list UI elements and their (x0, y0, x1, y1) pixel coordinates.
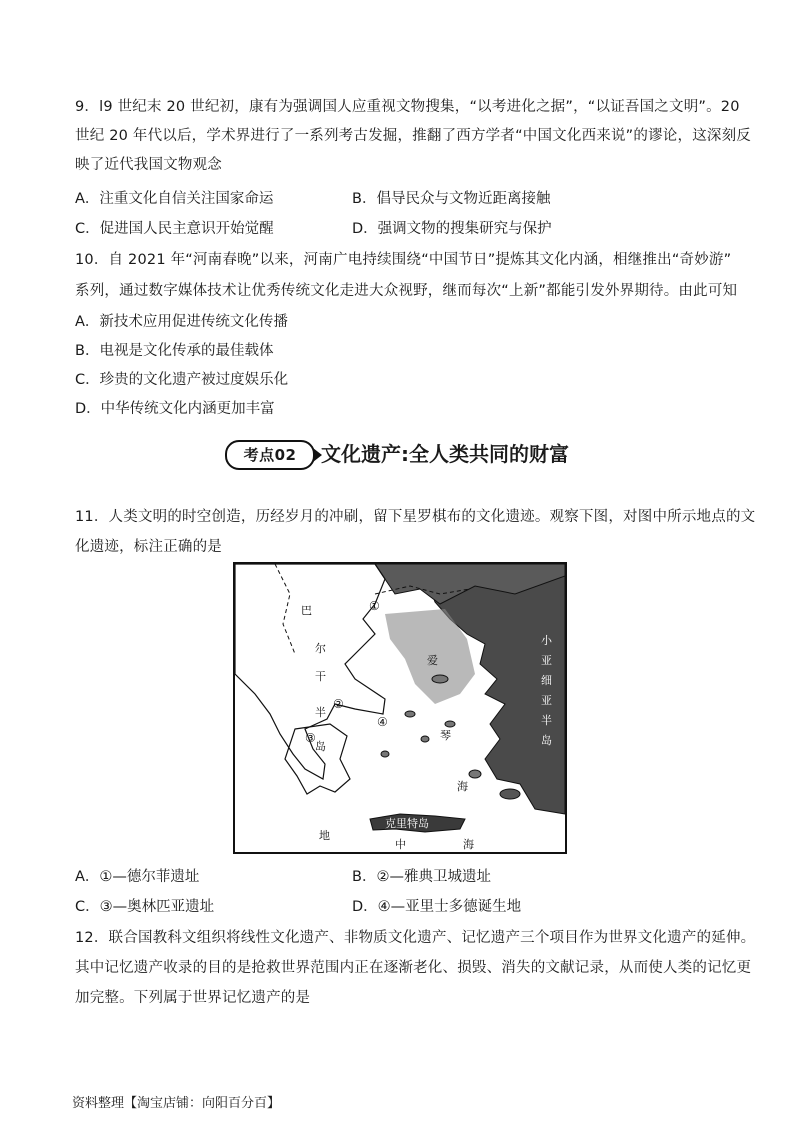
q10-option-a[interactable]: A．新技术应用促进传统文化传播 (75, 314, 288, 330)
map-drawing (235, 564, 565, 852)
q11-line-2: 化遗迹，标注正确的是 (75, 539, 222, 555)
section-title: 文化遗产:全人类共同的财富 (321, 442, 569, 466)
section-badge: 考点02 (225, 440, 315, 470)
q12-line-2: 其中记忆遗产收录的目的是抢救世界范围内正在逐渐老化、损毁、消失的文献记录，从而使人类的记忆更 (75, 960, 752, 976)
q11-option-b[interactable]: B．②—雅典卫城遗址 (352, 869, 491, 885)
q11-option-d[interactable]: D．④—亚里士多德诞生地 (352, 899, 522, 915)
q9-option-c[interactable]: C．促进国人民主意识开始觉醒 (75, 221, 274, 237)
map-label-balkan-1: 巴 (301, 604, 312, 617)
q9-line-1: 9．l9 世纪末 20 世纪初，康有为强调国人应重视文物搜集，“以考进化之据”，“以证吾国之文明”。20 (75, 99, 740, 115)
greece-map (233, 562, 567, 854)
q9-line-2: 世纪 20 年代以后，学术界进行了一系列考古发掘，推翻了西方学者“中国文化西来说”的谬论，这深刻反 (75, 128, 751, 144)
map-label-balkan-3: 干 (315, 670, 326, 683)
island (500, 789, 520, 799)
map-label-aegean-2: 琴 (440, 729, 451, 742)
map-label-crete: 克里特岛 (385, 817, 429, 830)
map-marker-3: ③ (305, 731, 316, 745)
map-label-aegean-3: 海 (457, 780, 468, 793)
map-label-aegean-1: 爱 (427, 654, 438, 667)
map-label-balkan-4: 半 (315, 706, 326, 719)
map-label-asia-1: 小 (541, 634, 552, 647)
q9-option-d[interactable]: D．强调文物的搜集研究与保护 (352, 221, 552, 237)
island (421, 736, 429, 742)
map-marker-2: ② (333, 697, 344, 711)
island (405, 711, 415, 717)
q11-line-1: 11．人类文明的时空创造，历经岁月的冲刷，留下星罗棋布的文化遗迹。观察下图，对图中所示地点的文 (75, 509, 756, 525)
q10-line-2: 系列，通过数字媒体技术让优秀传统文化走进大众视野，继而每次“上新”都能引发外界期待。由此可知 (75, 283, 738, 299)
q9-line-3: 映了近代我国文物观念 (75, 157, 222, 173)
map-label-balkan-5: 岛 (315, 740, 326, 753)
q11-option-a[interactable]: A．①—德尔菲遗址 (75, 869, 200, 885)
q11-option-c[interactable]: C．③—奥林匹亚遗址 (75, 899, 215, 915)
map-label-asia-3: 细 (541, 674, 552, 687)
footer-note: 资料整理【淘宝店铺：向阳百分百】 (72, 1096, 281, 1111)
map-label-med-2: 中 (395, 838, 406, 851)
map-label-asia-6: 岛 (541, 734, 552, 747)
map-label-asia-2: 亚 (541, 654, 552, 667)
q10-option-d[interactable]: D．中华传统文化内涵更加丰富 (75, 401, 275, 417)
q9-option-a[interactable]: A．注重文化自信关注国家命运 (75, 191, 274, 207)
island (381, 751, 389, 757)
island (469, 770, 481, 778)
map-marker-4: ④ (377, 715, 388, 729)
q9-option-b[interactable]: B．倡导民众与文物近距离接触 (352, 191, 551, 207)
q12-line-3: 加完整。下列属于世界记忆遗产的是 (75, 990, 311, 1006)
map-marker-1: ① (369, 599, 380, 613)
border-1 (275, 564, 295, 654)
q12-line-1: 12．联合国教科文组织将线性文化遗产、非物质文化遗产、记忆遗产三个项目作为世界文化遗产的延伸。 (75, 930, 756, 946)
map-label-balkan-2: 尔 (315, 642, 326, 655)
map-label-asia-5: 半 (541, 714, 552, 727)
q10-line-1: 10．自 2021 年“河南春晚”以来，河南广电持续围绕“中国节日”提炼其文化内涵，相继推出“奇妙游” (75, 252, 732, 268)
map-label-med-1: 地 (319, 829, 330, 842)
peloponnese (285, 724, 350, 794)
q10-option-b[interactable]: B．电视是文化传承的最佳载体 (75, 343, 274, 359)
map-label-asia-4: 亚 (541, 694, 552, 707)
q10-option-c[interactable]: C．珍贵的文化遗产被过度娱乐化 (75, 372, 289, 388)
island (445, 721, 455, 727)
island (432, 675, 448, 683)
map-label-med-3: 海 (463, 838, 474, 851)
balkan-coast (235, 564, 385, 779)
